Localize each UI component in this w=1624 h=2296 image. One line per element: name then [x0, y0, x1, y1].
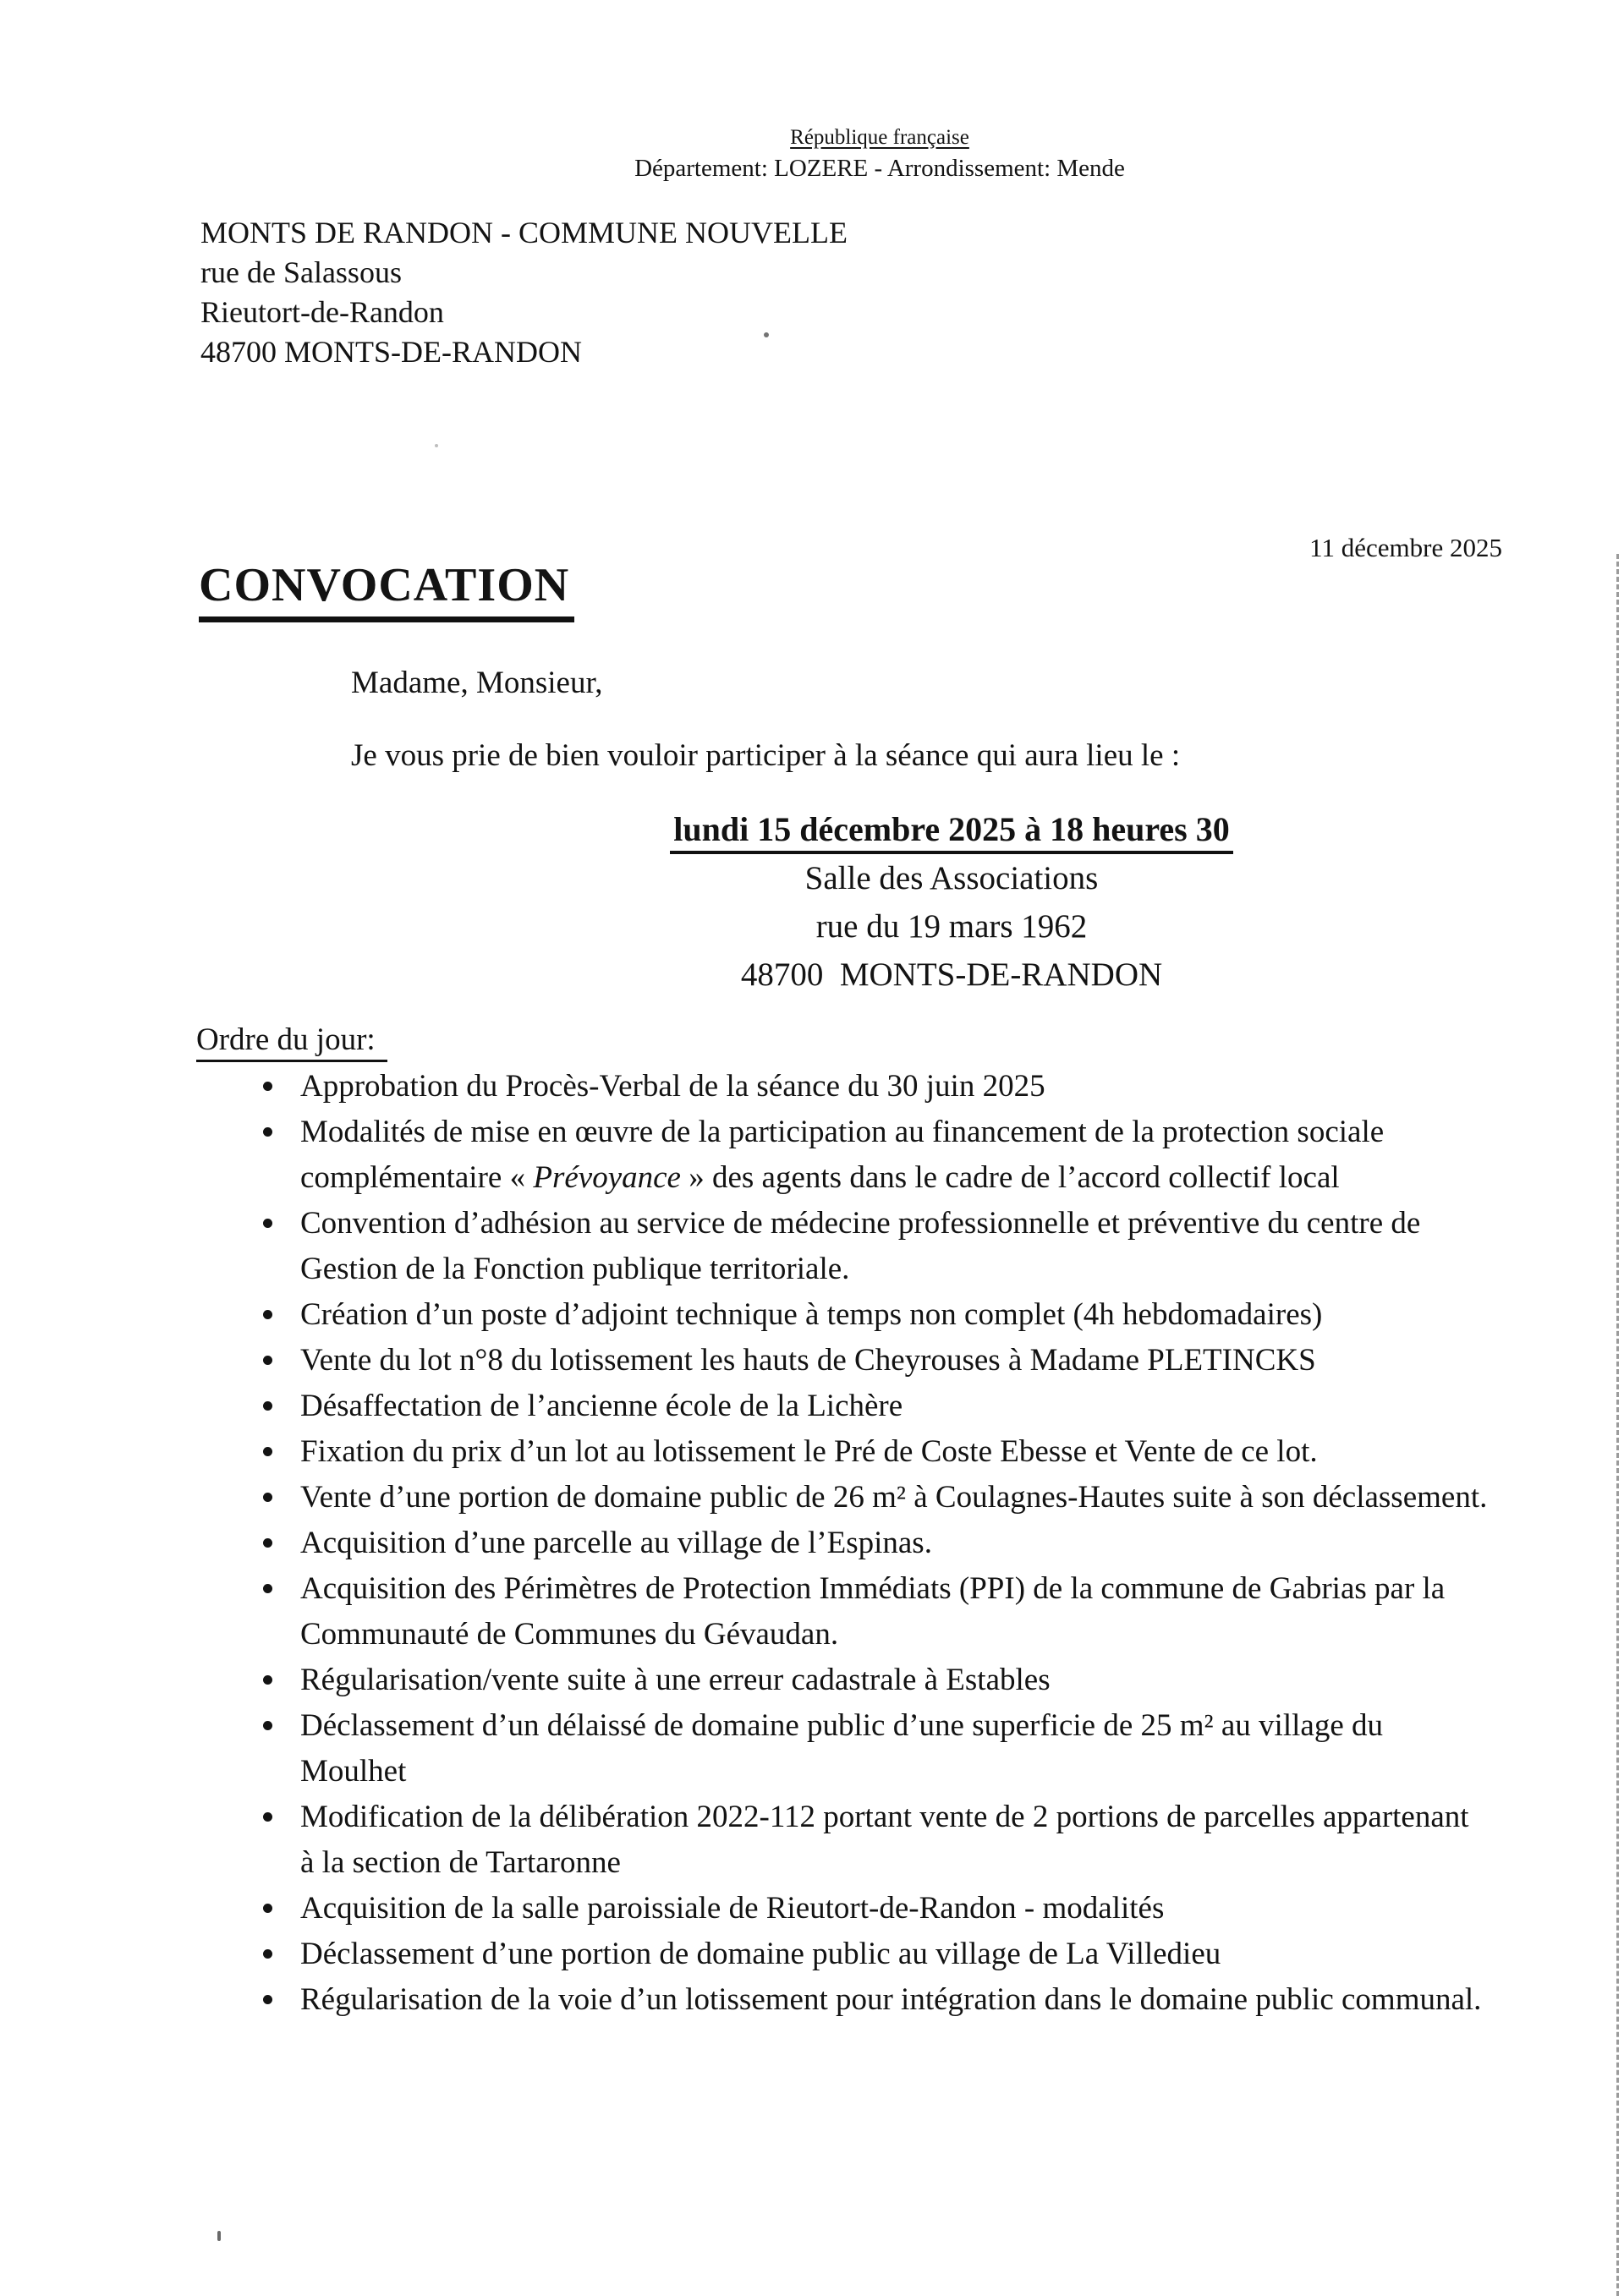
agenda-item-text: » des agents dans le cadre de l’accord collectif local: [680, 1160, 1340, 1195]
meeting-city: 48700 MONTS-DE-RANDON: [740, 956, 1163, 993]
agenda-item: [250, 1110, 1489, 1201]
republic-title: République française: [790, 126, 969, 149]
agenda-item-emphasis: Prévoyance: [533, 1160, 681, 1195]
agenda-item: [250, 1703, 1489, 1795]
agenda-item: [250, 1064, 1489, 1110]
agenda-item-text: Déclassement d’un délaissé de domaine public d’une superficie de 25 m² au village du Moulhet: [300, 1708, 1383, 1789]
agenda-item-text: Approbation du Procès-Verbal de la séance du 30 juin 2025: [300, 1069, 1045, 1104]
intro-sentence: Je vous prie de bien vouloir participer à la séance qui aura lieu le :: [351, 738, 1181, 773]
sender-postal-city: 48700 MONTS-DE-RANDON: [200, 335, 582, 369]
page-title: CONVOCATION: [199, 558, 574, 622]
department-line: Département: LOZERE - Arrondissement: Mende: [634, 155, 1125, 182]
agenda-item-text: Modalités de mise en œuvre de la participation au financement de la protection sociale complémentaire «: [300, 1115, 1385, 1195]
meeting-venue: Salle des Associations: [804, 860, 1099, 896]
agenda-item: [250, 1384, 1489, 1429]
agenda-item: [250, 1475, 1489, 1521]
document-date: 11 décembre 2025: [1309, 533, 1502, 562]
agenda-item: [250, 1201, 1489, 1292]
agenda-item: [250, 1658, 1489, 1703]
agenda-item: [250, 1429, 1489, 1475]
agenda-item-text: Fixation du prix d’un lot au lotissement le Pré de Coste Ebesse et Vente de ce lot.: [300, 1434, 1318, 1469]
meeting-street: rue du 19 mars 1962: [815, 908, 1088, 945]
agenda-item-text: Acquisition d’une parcelle au village de l’Espinas.: [300, 1526, 932, 1560]
salutation: Madame, Monsieur,: [351, 666, 603, 700]
agenda-item: [250, 1977, 1489, 2023]
scan-speck: [217, 2231, 221, 2241]
agenda-item-text: Création d’un poste d’adjoint technique à temps non complet (4h hebdomadaires): [300, 1297, 1323, 1332]
meeting-details-block: [279, 806, 1624, 999]
agenda-item: [250, 1932, 1489, 1977]
sender-locality: Rieutort-de-Randon: [200, 295, 444, 329]
agenda-item-text: Régularisation/vente suite à une erreur cadastrale à Estables: [300, 1663, 1051, 1697]
agenda-item: [250, 1338, 1489, 1384]
scan-artifact-edge-line: [1616, 554, 1619, 2296]
agenda-item: [250, 1292, 1489, 1338]
agenda-item: [250, 1566, 1489, 1658]
agenda-item: [250, 1886, 1489, 1932]
agenda-item-text: Convention d’adhésion au service de médecine professionnelle et préventive du centre de Gestion de la Fonction publique territoriale.: [300, 1206, 1421, 1286]
republic-header: [135, 123, 1624, 184]
agenda-item-text: Régularisation de la voie d’un lotissement pour intégration dans le domaine public communal.: [300, 1982, 1482, 2017]
agenda-item: [250, 1795, 1489, 1886]
meeting-datetime: [279, 806, 1624, 854]
commune-name: MONTS DE RANDON - COMMUNE NOUVELLE: [200, 216, 848, 249]
agenda-item-text: Désaffectation de l’ancienne école de la Lichère: [300, 1389, 903, 1423]
agenda-heading-text: Ordre du jour:: [196, 1022, 387, 1062]
scan-speck: [764, 332, 769, 337]
agenda-item: [250, 1521, 1489, 1566]
agenda-heading: [196, 1022, 387, 1062]
agenda-item-text: Acquisition des Périmètres de Protection Immédiats (PPI) de la commune de Gabrias par la Communauté de Communes du Gévaudan.: [300, 1571, 1446, 1652]
agenda-item-text: Vente d’une portion de domaine public de 26 m² à Coulagnes-Hautes suite à son déclassement.: [300, 1480, 1488, 1515]
agenda-item-text: Vente du lot n°8 du lotissement les hauts de Cheyrouses à Madame PLETINCKS: [300, 1343, 1316, 1378]
sender-street: rue de Salassous: [200, 255, 402, 289]
agenda-item-text: Acquisition de la salle paroissiale de Rieutort-de-Randon - modalités: [300, 1891, 1165, 1926]
sender-address-block: [200, 213, 848, 372]
scan-speck: [435, 444, 438, 447]
agenda-item-text: Déclassement d’une portion de domaine public au village de La Villedieu: [300, 1937, 1221, 1971]
agenda-item-text: Modification de la délibération 2022-112 portant vente de 2 portions de parcelles appartenant à la section de Tartaronne: [300, 1800, 1469, 1880]
meeting-datetime-text: lundi 15 décembre 2025 à 18 heures 30: [670, 809, 1232, 854]
agenda-list: [250, 1064, 1489, 2023]
